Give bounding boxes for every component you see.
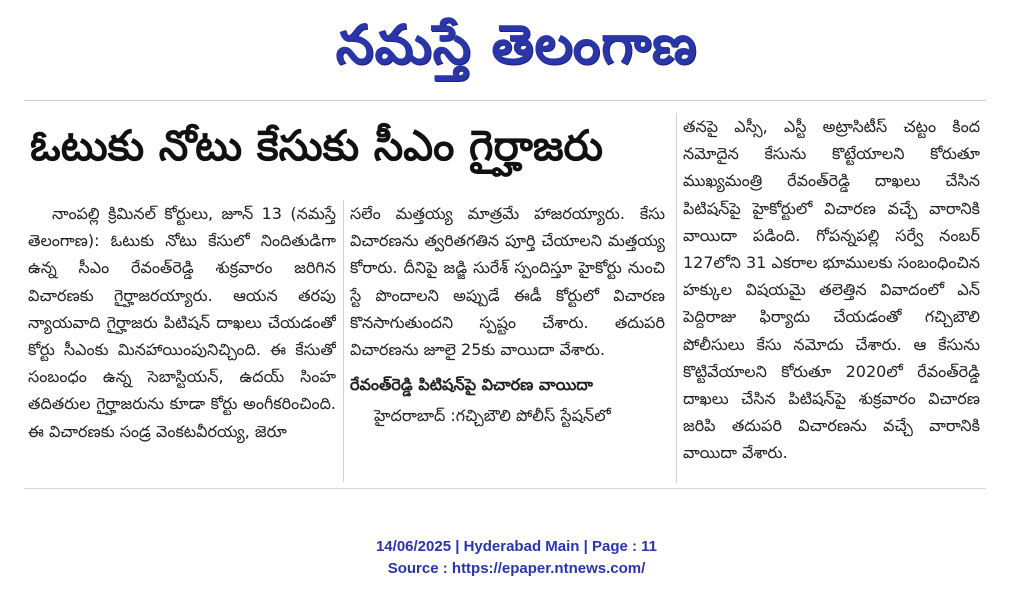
- footer-date-edition: 14/06/2025 | Hyderabad Main | Page : 11: [375, 538, 658, 555]
- article-column-2: [350, 200, 665, 484]
- article-subheading: రేవంత్‌రెడ్డి పిటిషన్‌పై విచారణ వాయిదా: [350, 375, 593, 395]
- masthead: [0, 6, 1033, 82]
- article-column-1: [28, 200, 336, 482]
- article-paragraph: నాంపల్లి క్రిమినల్ కోర్టులు, జూన్ 13 (నమస్తే తెలంగాణ): ఓటుకు నోటు కేసులో నిందితుడిగా ఉన్న సీఎం రేవంత్‌రెడ్డి శుక్రవారం జరిగిన విచారణకు గైర్హాజరయ్యారు. ఆయన తరపు న్యాయవాది గైర్హాజరు పిటిషన్ దాఖలు చేయడంతో కోర్టు సీఎంకు మినహాయింపునిచ్చింది. ఈ కేసుతో సంబంధం ఉన్న సెబాస్టియన్, ఉదయ్ సింహ తదితరుల గైర్హాజరును కూడా కోర్టు అంగీకరించింది. ఈ విచారణకు సండ్ర వెంకటవీరయ్య, జెరూ: [28, 204, 336, 441]
- column-divider: [343, 200, 344, 482]
- article-paragraph: హైదరాబాద్ :గచ్చిబౌలి పోలీస్ స్టేషన్‌లో: [374, 406, 611, 426]
- footer-source: Source : https://epaper.ntnews.com/: [387, 560, 646, 577]
- article-paragraph: తనపై ఎస్సీ, ఎస్టీ అట్రాసిటీస్ చట్టం కింద నమోదైన కేసును కొట్టేయాలని కోరుతూ ముఖ్యమంత్రి రేవంత్‌రెడ్డి దాఖలు చేసిన పిటిషన్‌పై హైకోర్టులో విచారణ వచ్చే వారానికి వాయిదా పడింది. గోపన్నపల్లి సర్వే నంబర్ 127లోని 31 ఎకరాల భూములకు సంబంధించిన హక్కుల విషయమై తలెత్తిన వివాదంలో ఎన్ పెద్దిరాజు ఫిర్యాదు చేయడంతో గచ్చిబౌలి పోలీసులు కేసు నమోదు చేశారు. ఆ కేసును కొట్టివేయాలని కోరుతూ 2020లో రేవంత్‌రెడ్డి దాఖలు చేసిన పిటిషన్‌పై శుక్రవారం విచారణ జరిపి తదుపరి విచారణను వచ్చే వారానికి వాయిదా వేశారు.: [683, 117, 980, 463]
- footer-divider: [24, 488, 986, 489]
- article-headline: ఓటుకు నోటు కేసుకు సీఎం గైర్హాజరు: [30, 121, 603, 170]
- masthead-divider: [24, 100, 986, 101]
- newspaper-logo: నమస్తే తెలంగాణ: [335, 12, 698, 76]
- article-column-3: [683, 113, 980, 483]
- column-divider: [676, 113, 677, 483]
- article-paragraph: సలేం మత్తయ్య మాత్రమే హాజరయ్యారు. కేసు విచారణను త్వరితగతిన పూర్తి చేయాలని మత్తయ్య కోరారు. దీనిపై జడ్జి సురేశ్ స్పందిస్తూ హైకోర్టు నుంచి స్టే పొందాలని అప్పుడే ఈడీ కోర్టులో విచారణ కొనసాగుతుందని స్పష్టం చేశారు. తదుపరి విచారణను జూలై 25కు వాయిదా వేశారు.: [350, 204, 665, 360]
